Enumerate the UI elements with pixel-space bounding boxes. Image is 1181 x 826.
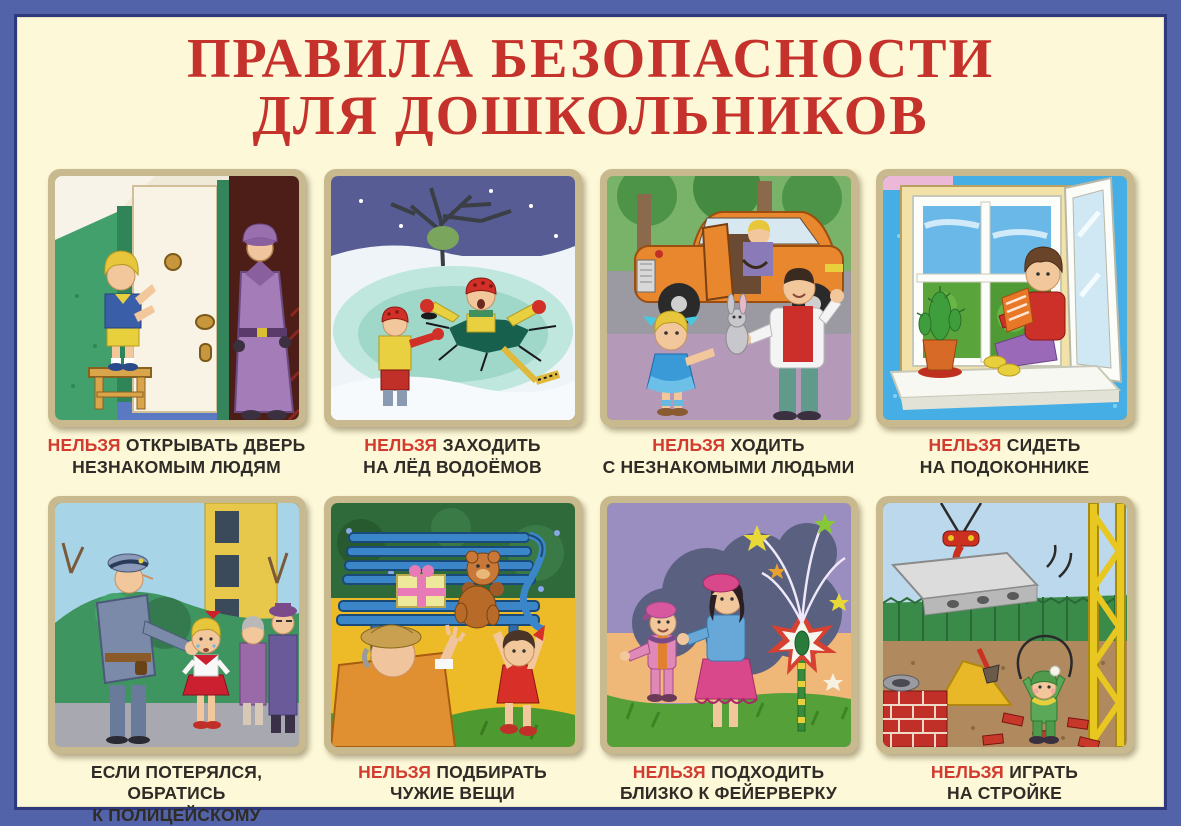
caption-line2: ЧУЖИЕ ВЕЩИ	[390, 783, 515, 804]
panel-frame	[48, 496, 306, 754]
panel-lost-policeman	[48, 496, 306, 826]
panel-caption	[600, 435, 858, 478]
caption-line2: НА ПОДОКОННИКЕ	[919, 456, 1090, 477]
panel-frame	[876, 496, 1134, 754]
panels-row-1	[17, 169, 1164, 478]
illustration-construction	[883, 503, 1127, 747]
panel-construction	[876, 496, 1134, 826]
caption-line1: ЕСЛИ ПОТЕРЯЛСЯ, ОБРАТИСЬ	[90, 761, 263, 804]
illustration-others-things	[331, 503, 575, 747]
panel-frame	[48, 169, 306, 427]
caption-forbidden-word: НЕЛЬЗЯ	[632, 761, 706, 782]
caption-forbidden-word: НЕЛЬЗЯ	[652, 435, 726, 456]
illustration-stranger-car	[607, 176, 851, 420]
caption-forbidden-word: НЕЛЬЗЯ	[364, 435, 438, 456]
caption-line2: БЛИЗКО К ФЕЙЕРВЕРКУ	[620, 783, 837, 804]
caption-line2: С НЕЗНАКОМЫМИ ЛЮДЬМИ	[602, 456, 855, 477]
caption-forbidden-word: НЕЛЬЗЯ	[928, 435, 1002, 456]
panel-others-things	[324, 496, 582, 826]
caption-line1: ХОДИТЬ	[730, 435, 805, 456]
title-line-2: ДЛЯ ДОШКОЛЬНИКОВ	[252, 85, 929, 148]
panel-stranger-car	[600, 169, 858, 478]
panel-frame	[876, 169, 1134, 427]
panel-caption	[324, 435, 582, 478]
panels-row-2	[17, 496, 1164, 826]
panel-frame	[600, 496, 858, 754]
caption-line1: ИГРАТЬ	[1009, 761, 1079, 782]
panel-caption	[324, 762, 582, 805]
panel-frame	[600, 169, 858, 427]
caption-line2: К ПОЛИЦЕЙСКОМУ	[92, 804, 261, 825]
caption-forbidden-word: НЕЛЬЗЯ	[358, 761, 432, 782]
caption-line1: ПОДХОДИТЬ	[711, 761, 825, 782]
illustration-door-stranger	[55, 176, 299, 420]
title-line-1: ПРАВИЛА БЕЗОПАСНОСТИ	[186, 28, 995, 90]
caption-line2: НА СТРОЙКЕ	[946, 783, 1062, 804]
illustration-lost-policeman	[55, 503, 299, 747]
poster-background	[14, 14, 1167, 825]
panel-fireworks	[600, 496, 858, 826]
caption-line1: ЗАХОДИТЬ	[442, 435, 541, 456]
panel-caption	[876, 435, 1134, 478]
caption-line2: НА ЛЁД ВОДОЁМОВ	[363, 456, 542, 477]
hockey-puck	[421, 313, 437, 320]
caption-line1: СИДЕТЬ	[1006, 435, 1081, 456]
illustration-windowsill	[883, 176, 1127, 420]
caption-line2: НЕЗНАКОМЫМ ЛЮДЯМ	[72, 456, 281, 477]
caption-forbidden-word: НЕЛЬЗЯ	[47, 435, 121, 456]
panel-thin-ice	[324, 169, 582, 478]
caption-forbidden-word: НЕЛЬЗЯ	[930, 761, 1004, 782]
caption-line1: ОТКРЫВАТЬ ДВЕРЬ	[125, 435, 306, 456]
poster-title	[17, 28, 1164, 148]
illustration-thin-ice	[331, 176, 575, 420]
caption-line1: ПОДБИРАТЬ	[436, 761, 547, 782]
panel-windowsill	[876, 169, 1134, 478]
panel-caption	[876, 762, 1134, 805]
panel-caption	[48, 435, 306, 478]
panel-frame	[324, 496, 582, 754]
illustration-fireworks	[607, 503, 851, 747]
panel-door-stranger	[48, 169, 306, 478]
panel-caption	[600, 762, 858, 805]
panel-frame	[324, 169, 582, 427]
panel-caption	[48, 762, 306, 826]
